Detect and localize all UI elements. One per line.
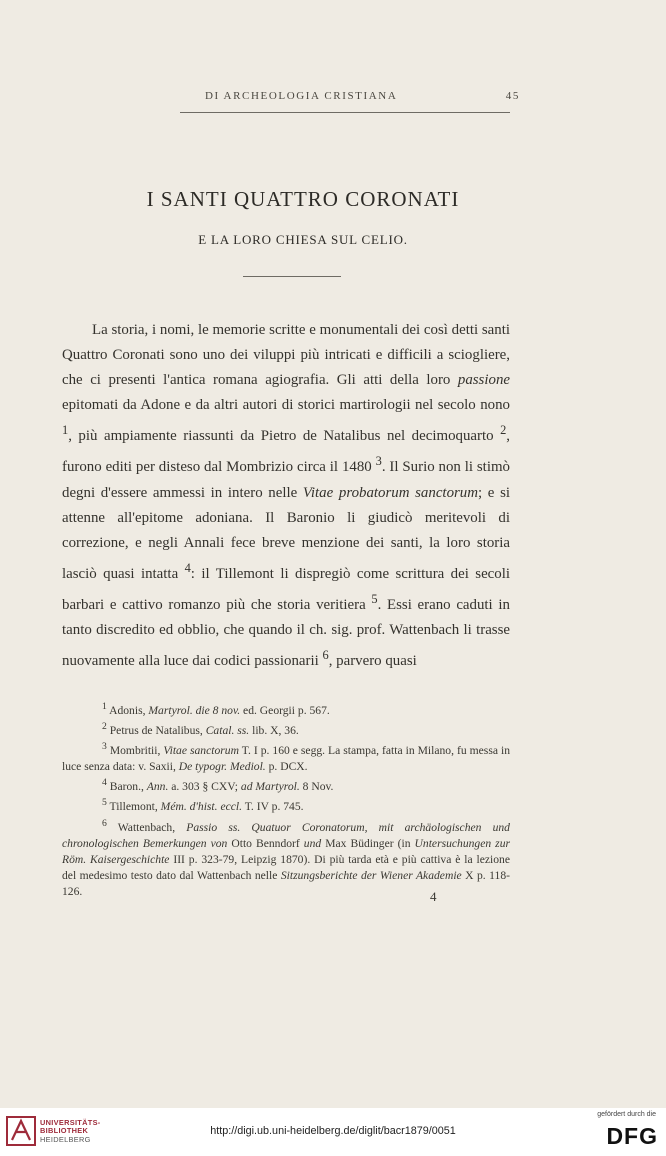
footnote-1: $^1$ Adonis, Martyrol. die 8 nov. ed. Georgii p. 567. [102, 701, 330, 717]
footnote-ref: 4 [184, 560, 191, 575]
footnote-ref: 5 [371, 591, 378, 606]
page-number: 45 [505, 90, 520, 102]
footnote-5: $^5$ Tillemont, Mém. d'hist. eccl. T. IV p. 745. [102, 797, 304, 814]
permalink-url[interactable]: http://digi.ub.uni-heidelberg.de/diglit/bacr1879/0051 [210, 1125, 456, 1137]
running-title: DI ARCHEOLOGIA CRISTIANA [205, 90, 398, 102]
library-name[interactable]: UNIVERSITÄTS- BIBLIOTHEK HEIDELBERG [40, 1118, 101, 1144]
article-title: I SANTI QUATTRO CORONATI [146, 187, 460, 211]
footnote-2: $^2$ Petrus de Natalibus, Catal. ss. lib. X, 36. [102, 721, 299, 737]
footnote-3: $^3$ Mombritii, Vitae sanctorum T. I p. 160 e segg. La stampa, fatta in Milano, fu messa in luce senza data: v. Saxii, De typogr. Mediol. p. DCX. [62, 741, 510, 774]
title-rule [243, 276, 341, 277]
footnote-4: $^4$ Baron., Ann. a. 303 § CXV; ad Martyrol. 8 Nov. [102, 777, 334, 794]
footnote-ref: 6 [322, 648, 329, 662]
header-rule [180, 112, 510, 113]
footnote-ref: 2 [500, 423, 507, 438]
footnotes [62, 699, 510, 900]
dfg-logo[interactable]: DFG [606, 1123, 658, 1149]
viewer-footer [0, 1108, 666, 1156]
signature-mark: 4 [430, 889, 437, 904]
body-paragraph: La storia, i nomi, le memorie scritte e monumentali dei così detti santi Quattro Coronati sono uno dei viluppi più intricati e difficili a sciogliere, che ci presenti l'antica romana agiografia. Gli atti della loro passione epitomati da Adone e da altri autori di storici martirologii nel secolo nono $^1$, più ampiamente riassunti da Pietro de Natalibus nel decimoquarto $^2$, furono editi per disteso dal Mombrizio circa il 1480 $^3$. Il Surio non li stimò degni d'essere ammessi in intero nelle Vitae probatorum sanctorum; e si attenne all'epitome adoniana. Il Baronio li giudicò meritevoli di correzione, e negli Annali fece breve menzione dei santi, la loro storia lasciò quasi intatta $^4$: il Tillemont li dispregiò come scrittura dei secoli barbari e cattivo romanzo più che storia veritiera $^5$. Essi erano caduti in tanto discredito ed obblio, che quando il ch. sig. prof. Wattenbach li trasse nuovamente alla luce dai codici passionarii $^6$, parvero quasi [62, 322, 511, 669]
footnote-6: $^6$ Wattenbach, Passio ss. Quatuor Coronatorum, mit archäologischen und chronologischen Bemerkungen von Otto Benndorf und Max Büdinger (in Untersuchungen zur Röm. Kaisergeschichte III p. 323-79, Leipzig 1870). Di più tarda età e più cattiva è la lezione del medesimo testo dato dal Wattenbach nelle Sitzungsberichte der Wiener Akademie X p. 118-126. [62, 817, 510, 899]
footnote-ref: 3 [375, 454, 382, 469]
funded-by-label: gefördert durch die [597, 1111, 656, 1118]
footnote-ref: 1 [62, 423, 69, 438]
article-subtitle: E LA LORO CHIESA SUL CELIO. [198, 232, 408, 247]
